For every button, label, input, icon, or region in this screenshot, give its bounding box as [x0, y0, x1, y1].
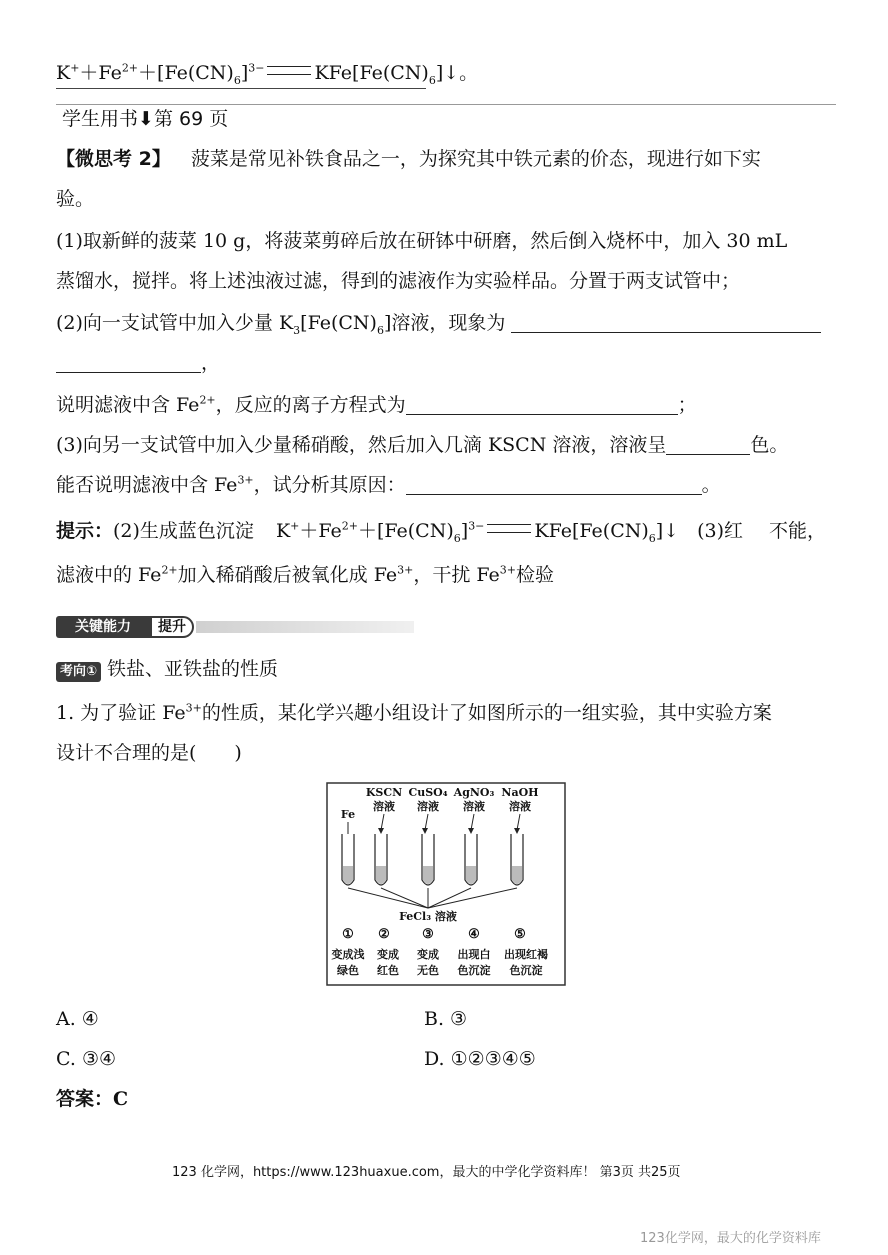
reagent-label-agno3-sol: 溶液 — [463, 800, 485, 813]
result-5-line1: 出现红褐 — [504, 948, 548, 961]
step2-line1: (2)向一支试管中加入少量 $K_3[Fe(CN)_6]$溶液，现象为 — [56, 310, 821, 336]
topic-heading: 考向① 铁盐、亚铁盐的性质 — [56, 656, 278, 682]
answer-line: 答案：C — [56, 1088, 129, 1110]
top-equation: $K^++Fe^{2+}+[Fe(CN)_6]^{3-}$ $KFe[Fe(CN)_6]↓$。 — [56, 61, 479, 87]
page-reference: 学生用书⬇第 69 页 — [62, 108, 229, 130]
reagent-label-kscn-sol: 溶液 — [373, 800, 395, 813]
page-footer: 123 化学网，https://www.123huaxue.com，最大的中学化学资料库！ 第3页 共25页 — [172, 1165, 681, 1180]
result-4-line2: 色沉淀 — [457, 964, 491, 977]
equals-sign — [487, 524, 531, 533]
header-divider — [56, 104, 836, 105]
tube-number-1: ① — [342, 927, 354, 942]
micro-intro-line2: 验。 — [56, 188, 95, 210]
answer-blank-reason[interactable] — [406, 474, 702, 495]
watermark: 123化学网，最大的化学资料库 — [640, 1231, 821, 1246]
reagent-label-naoh: NaOH — [501, 786, 539, 799]
reagent-label-cuso4-sol: 溶液 — [417, 800, 439, 813]
tube-number-4: ④ — [468, 927, 480, 942]
answer-blank-color[interactable] — [666, 434, 750, 455]
answer-blank-equation[interactable] — [406, 394, 678, 415]
result-3-line1: 变成 — [417, 948, 439, 961]
tube-number-3: ③ — [422, 927, 434, 942]
result-1-line1: 变成浅 — [331, 948, 365, 961]
result-3-line2: 无色 — [417, 964, 439, 977]
reagent-label-kscn: KSCN — [365, 786, 403, 799]
source-label: FeCl₃ 溶液 — [399, 910, 457, 923]
tube-number-5: ⑤ — [514, 927, 526, 942]
result-4-line1: 出现白 — [457, 948, 491, 961]
step1-line2: 蒸馏水，搅拌。将上述浊液过滤，得到的滤液作为实验样品。分置于两支试管中； — [56, 270, 741, 292]
answer-blank-phenomenon-cont[interactable] — [56, 352, 201, 373]
reagent-label-naoh-sol: 溶液 — [509, 800, 531, 813]
answer-blank-phenomenon[interactable] — [511, 312, 821, 333]
experiment-figure — [326, 782, 566, 986]
micro-intro-line1: 【微思考 2】 菠菜是常见补铁食品之一，为探究其中铁元素的价态，现进行如下实 — [56, 148, 761, 170]
step3-line2: 能否说明滤液中含 $Fe^{3+}$，试分析其原因： 。 — [56, 473, 721, 496]
result-2-line1: 变成 — [377, 948, 399, 961]
result-1-line2: 绿色 — [337, 964, 359, 977]
option-c[interactable]: C. ③④ — [56, 1048, 117, 1070]
reagent-label-agno3: AgNO₃ — [453, 786, 495, 799]
step2b-line: 说明滤液中含 $Fe^{2+}$，反应的离子方程式为 ； — [56, 393, 697, 416]
topic-tag: 考向① — [56, 662, 101, 682]
equation-underline — [56, 88, 426, 89]
result-5-line2: 色沉淀 — [509, 964, 543, 977]
option-b[interactable]: B. ③ — [424, 1008, 468, 1030]
down-arrow-icon: ⬇ — [138, 108, 154, 130]
question-line2: 设计不合理的是( ) — [56, 742, 242, 764]
tube-number-2: ② — [378, 927, 390, 942]
result-2-line2: 红色 — [377, 964, 399, 977]
section-banner-bar — [196, 621, 414, 633]
step1-line1: (1)取新鲜的菠菜 10 g，将菠菜剪碎后放在研钵中研磨，然后倒入烧杯中，加入 30 mL — [56, 230, 788, 252]
step2-line2: ， — [56, 350, 220, 376]
hint-line2: 滤液中的 $Fe^{2+}$加入稀硝酸后被氧化成 $Fe^{3+}$，干扰 $Fe^{3+}$检验 — [56, 563, 554, 586]
option-a[interactable]: A. ④ — [56, 1008, 99, 1030]
step3-line1: (3)向另一支试管中加入少量稀硝酸，然后加入几滴 KSCN 溶液，溶液呈 色。 — [56, 434, 789, 456]
question-line1: 1. 为了验证 $Fe^{3+}$的性质，某化学兴趣小组设计了如图所示的一组实验，其中实验方案 — [56, 701, 772, 724]
equals-sign — [267, 66, 311, 75]
option-d[interactable]: D. ①②③④⑤ — [424, 1048, 536, 1070]
answer-value: C — [113, 1088, 129, 1110]
section-banner-main: 关键能力 — [56, 616, 150, 638]
reagent-label-cuso4: CuSO₄ — [408, 786, 448, 799]
reagent-label-fe: Fe — [340, 808, 356, 821]
section-banner-sub: 提升 — [150, 616, 194, 638]
hint-line1: 提示：(2)生成蓝色沉淀 $K^++Fe^{2+}+[Fe(CN)_6]^{3-}$ $KFe[Fe(CN)_6]↓$ (3)红 不能， — [56, 519, 827, 545]
